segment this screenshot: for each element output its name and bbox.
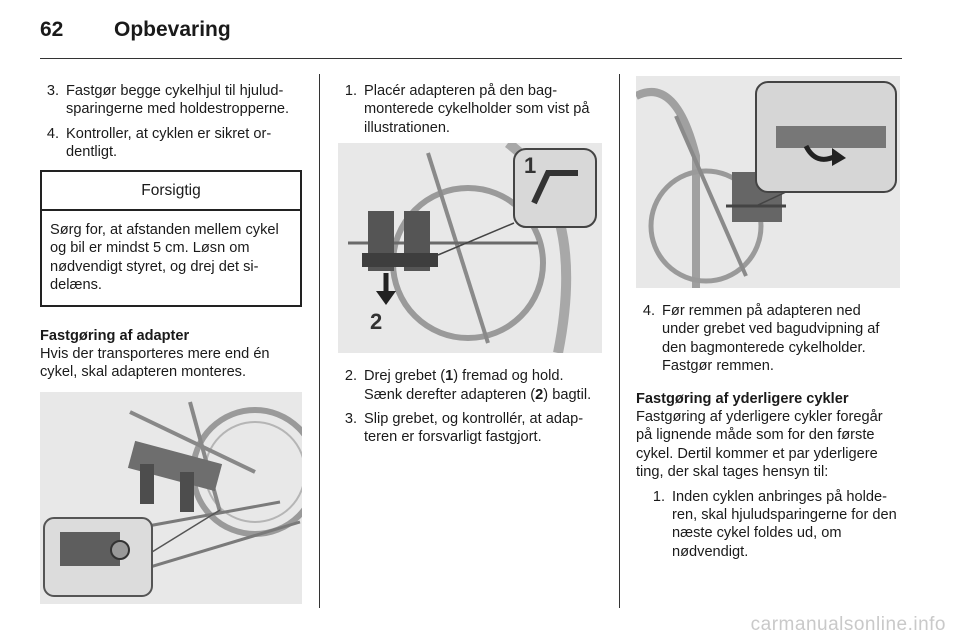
column-divider-2	[619, 74, 620, 608]
warning-body: Sørg for, at afstanden mellem cykel og bil er mindst 5 cm. Løsn om nødvendigt styret, og drej det sidelæns.	[50, 222, 279, 294]
strap-fastening-drawing	[636, 76, 900, 288]
strap-illustration	[636, 76, 900, 288]
list-item: 4. Kontroller, at cyklen er sikret ordentligt.	[46, 125, 272, 161]
column-2	[338, 82, 602, 453]
section-heading: Fastgøring af yderligere cykler	[636, 390, 849, 407]
watermark: carmanualsonline.info	[750, 614, 946, 635]
section-paragraph: Hvis der transporteres mere end én cykel, skal adapteren monteres.	[40, 346, 270, 381]
list-item: 1. Placér adapteren på den bagmonterede cykelholder som vist på illustrationen.	[344, 83, 590, 136]
step-list	[636, 302, 902, 376]
column-3	[636, 76, 902, 567]
step-list	[338, 367, 602, 447]
bike-rack-adapter-drawing	[40, 392, 302, 604]
warning-box	[40, 170, 302, 307]
page-header	[40, 18, 231, 42]
page-title: Opbevaring	[114, 18, 231, 41]
figure-label-1: 1	[524, 153, 537, 179]
list-item: 4. Før remmen på adapteren ned under grebet ved bagudvipning af den bagmonterede cykelholder. Fastgør remmen.	[642, 303, 880, 375]
section-heading: Fastgøring af adapter	[40, 327, 190, 344]
placement-illustration	[338, 143, 602, 353]
section-paragraph: Fastgøring af yderligere cykler foregår på lignende måde som for den første cykel. Dertil kommer et par yderligere ting, der skal tages hensyn til:	[636, 409, 883, 481]
figure-label-2: 2	[370, 309, 383, 335]
step-list	[636, 488, 902, 562]
adapter-illustration	[40, 392, 302, 604]
header-rule	[40, 58, 902, 59]
list-item: 3. Fastgør begge cykelhjul til hjuludsparingerne med holdestropperne.	[46, 83, 290, 118]
step-list	[338, 82, 602, 137]
list-item: 1. Inden cyklen anbringes på holderen, skal hjuludsparingerne for den næste cykel foldes ud, om nødvendigt.	[652, 488, 897, 560]
column-1	[40, 82, 302, 604]
page-number: 62	[40, 18, 64, 41]
step-list	[40, 82, 302, 162]
column-divider-1	[319, 74, 320, 608]
adapter-placement-drawing	[338, 143, 602, 353]
warning-title: Forsigtig	[42, 172, 300, 211]
list-item: 3. Slip grebet, og kontrollér, at adapteren er forsvarligt fastgjort.	[344, 411, 584, 446]
list-item: 2. Drej grebet (1) fremad og hold. Sænk derefter adapteren (2) bagtil.	[344, 368, 592, 403]
